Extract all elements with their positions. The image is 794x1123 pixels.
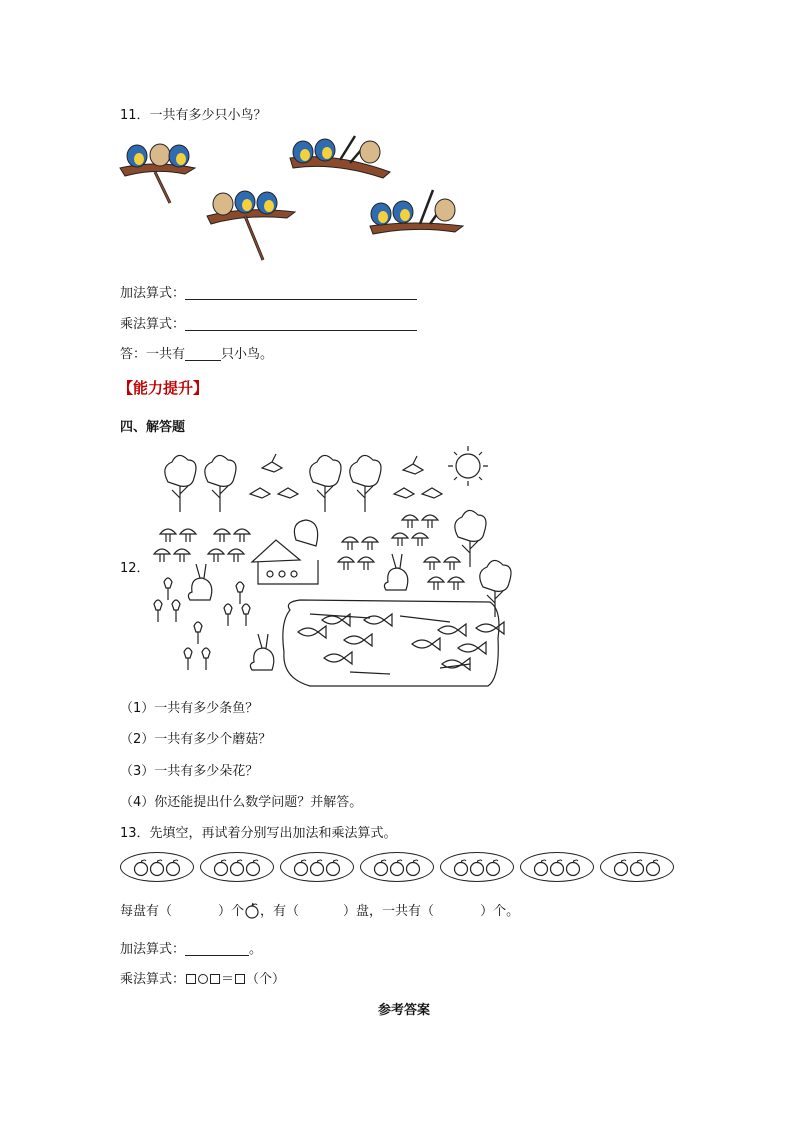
apple-icon — [247, 860, 260, 876]
q12-sub3: （3）一共有多少朵花？ — [120, 764, 259, 779]
q13-add-blank[interactable] — [185, 941, 249, 956]
q13-fill-row — [120, 900, 519, 919]
part-title: 四、解答题 — [120, 420, 186, 435]
apple-icon — [391, 860, 404, 876]
apple-icon — [244, 903, 260, 919]
circle-blank[interactable] — [198, 974, 208, 984]
apple-icon — [471, 860, 484, 876]
reference-answer-heading: 参考答案 — [378, 1003, 431, 1018]
q13-mul-unit: （个） — [246, 972, 286, 987]
apple-icon — [631, 860, 644, 876]
apple-icon — [215, 860, 228, 876]
q13-mul-label: 乘法算式： — [120, 972, 186, 987]
q13-mul-row — [120, 968, 285, 987]
section-heading: 【能力提升】 — [118, 379, 209, 397]
apple-icon — [567, 860, 580, 876]
q13-fill-a: 每盘有（ — [120, 904, 173, 919]
q13-mul-eq: ＝ — [221, 972, 235, 987]
q11-mul-label: 乘法算式： — [120, 317, 186, 332]
q12-sub4: （4）你还能提出什么数学问题？并解答。 — [120, 795, 363, 810]
apple-icon — [295, 860, 308, 876]
q13-fill-d: ）盘，一共有（ — [343, 904, 435, 919]
apple-icon — [311, 860, 324, 876]
q13-add-label: 加法算式： — [120, 942, 186, 957]
q11-title: 11．一共有多少只小鸟？ — [120, 108, 267, 123]
q13-title: 13．先填空，再试着分别写出加法和乘法算式。 — [120, 826, 397, 841]
box-blank[interactable] — [186, 974, 196, 984]
q12-sub2: （2）一共有多少个蘑菇？ — [120, 732, 272, 747]
apple-icon — [327, 860, 340, 876]
box-blank[interactable] — [210, 974, 220, 984]
apple-icon — [535, 860, 548, 876]
q13-fill-b: ）个 — [218, 904, 245, 919]
q11-add-label: 加法算式： — [120, 286, 186, 301]
apple-icon — [231, 860, 244, 876]
apple-icon — [615, 860, 628, 876]
apple-icon — [375, 860, 388, 876]
apple-icon — [407, 860, 420, 876]
q13-fill-c: ，有（ — [260, 904, 300, 919]
apple-icon — [135, 860, 148, 876]
apple-icon — [647, 860, 660, 876]
q13-add-row — [120, 938, 262, 957]
apple-icon — [455, 860, 468, 876]
apple-icon — [487, 860, 500, 876]
q11-answer-prefix: 答：一共有 — [120, 347, 186, 362]
q13-fill-e: ）个。 — [480, 904, 520, 919]
q11-answer-suffix: 只小鸟。 — [221, 347, 274, 362]
q13-add-end: 。 — [249, 942, 263, 957]
q12-sub1: （1）一共有多少条鱼？ — [120, 701, 259, 716]
apple-icon — [167, 860, 180, 876]
apple-icon — [551, 860, 564, 876]
q12-number: 12． — [120, 561, 150, 576]
box-blank[interactable] — [235, 974, 245, 984]
apple-icon — [151, 860, 164, 876]
